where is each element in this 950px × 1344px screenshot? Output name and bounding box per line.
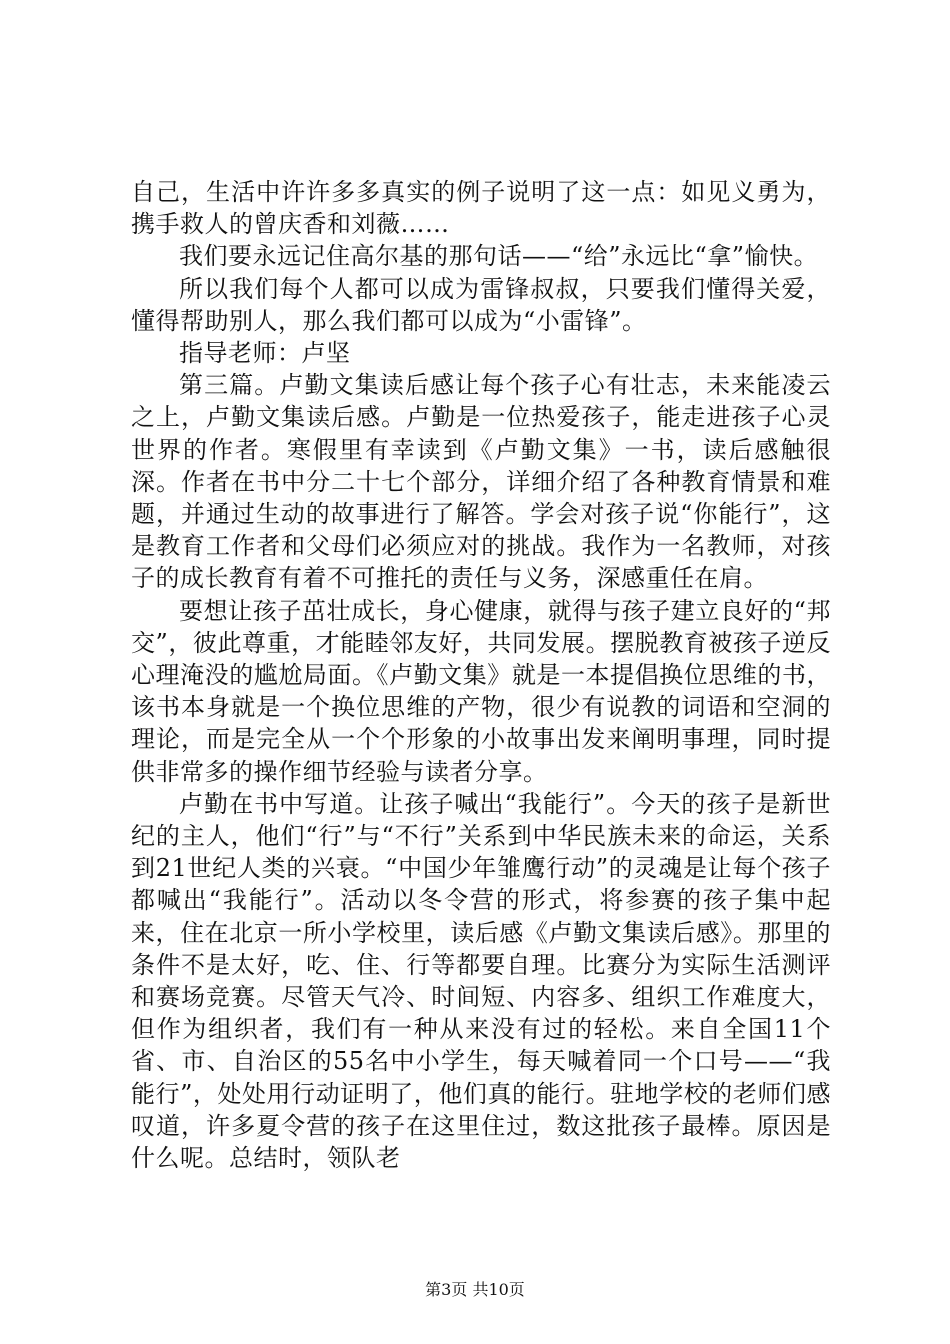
paragraph-1: 自己，生活中许许多多真实的例子说明了这一点：如见义勇为，携手救人的曾庆香和刘薇…… bbox=[131, 178, 831, 239]
paragraph-7: 卢勤在书中写道。让孩子喊出“我能行”。今天的孩子是新世纪的主人，他们“行”与“不行”关系到中华民族未来的命运，关系到21世纪人类的兴衰。“中国少年雏鹰行动”的灵魂是让每个孩子都喊出“我能行”。活动以冬令营的形式，将参赛的孩子集中起来，住在北京一所小学校里，读后感《卢勤文集读后感》。那里的条件不是太好，吃、住、行等都要自理。比赛分为实际生活测评和赛场竞赛。尽管天气冷、时间短、内容多、组织工作难度大，但作为组织者，我们有一种从来没有过的轻松。来自全国11个省、市、自治区的55名中小学生，每天喊着同一个口号——“我能行”，处处用行动证明了，他们真的能行。驻地学校的老师们感叹道，许多夏令营的孩子在这里住过，数这批孩子最棒。原因是什么呢。总结时，领队老 bbox=[131, 789, 831, 1173]
instructor-line: 指导老师：卢坚 bbox=[179, 339, 351, 368]
body-text bbox=[131, 176, 831, 1174]
paragraph-5: 第三篇。卢勤文集读后感让每个孩子心有壮志，未来能凌云之上，卢勤文集读后感。卢勤是一位热爱孩子，能走进孩子心灵世界的作者。寒假里有幸读到《卢勤文集》一书，读后感触很深。作者在书中分二十七个部分，详细介绍了各种教育情景和难题，并通过生动的故事进行了解答。学会对孩子说“你能行”，这是教育工作者和父母们必须应对的挑战。我作为一名教师，对孩子的成长教育有着不可推托的责任与义务，深感重任在肩。 bbox=[131, 371, 831, 593]
paragraph-3: 所以我们每个人都可以成为雷锋叔叔，只要我们懂得关爱，懂得帮助别人，那么我们都可以成为“小雷锋”。 bbox=[131, 274, 831, 335]
page-footer bbox=[0, 1280, 950, 1300]
paragraph-2: 我们要永远记住高尔基的那句话——“给”永远比“拿”愉快。 bbox=[179, 242, 819, 271]
paragraph-6: 要想让孩子茁壮成长，身心健康，就得与孩子建立良好的“邦交”，彼此尊重，才能睦邻友好，共同发展。摆脱教育被孩子逆反心理淹没的尴尬局面。《卢勤文集》就是一本提倡换位思维的书，该书本身就是一个换位思维的产物，很少有说教的词语和空洞的理论，而是完全从一个个形象的小故事出发来阐明事理，同时提供非常多的操作细节经验与读者分享。 bbox=[131, 596, 831, 786]
page-number: 第3页 共10页 bbox=[425, 1280, 525, 1299]
